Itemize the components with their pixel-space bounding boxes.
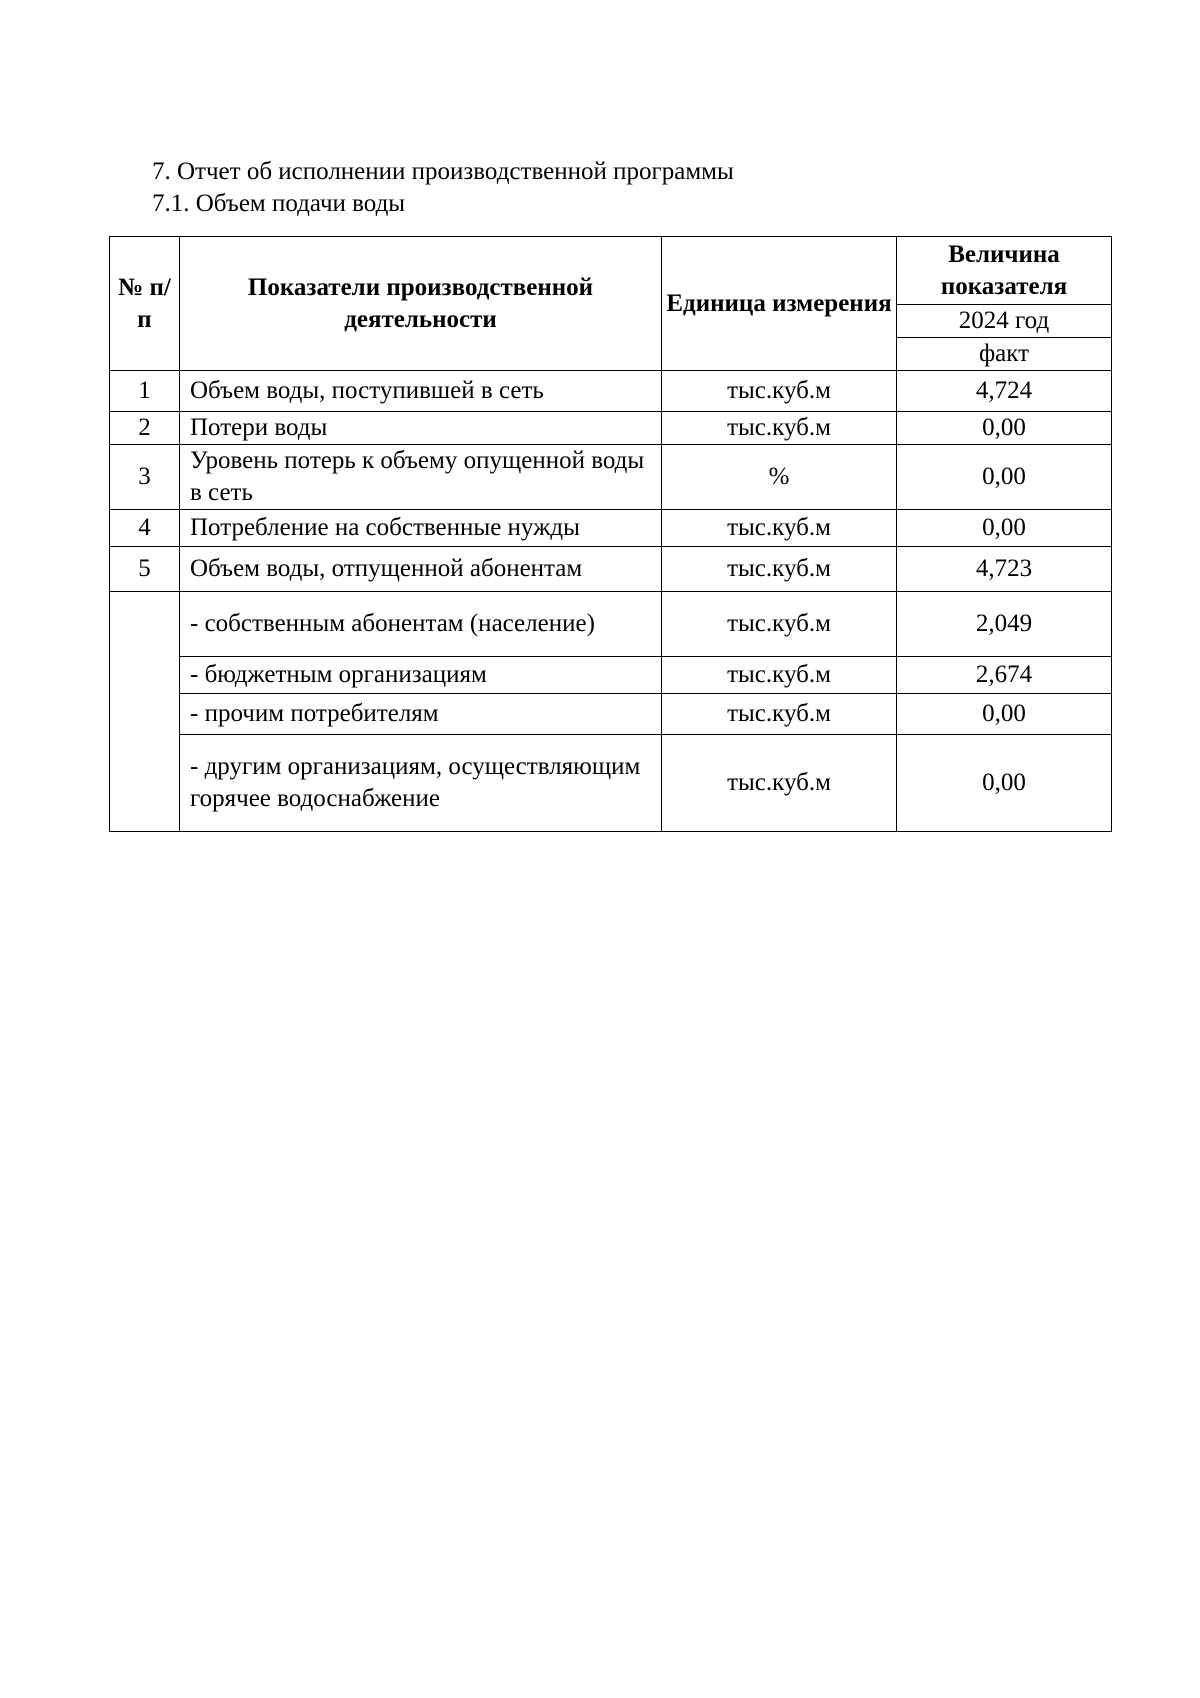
- header-fact: факт: [897, 338, 1112, 371]
- table-row: [110, 547, 1112, 592]
- table-subrow: [110, 694, 1112, 735]
- row-number: 3: [110, 445, 180, 510]
- row-number: 2: [110, 412, 180, 445]
- row-unit: %: [662, 445, 897, 510]
- row-indicator: Потери воды: [180, 412, 662, 445]
- row-indicator: Уровень потерь к объему опущенной воды в сеть: [180, 445, 662, 510]
- row-value: 4,723: [897, 547, 1112, 592]
- header-unit: Единица измерения: [662, 237, 897, 371]
- row-indicator: Объем воды, отпущенной абонентам: [180, 547, 662, 592]
- row-indicator: Объем воды, поступившей в сеть: [180, 371, 662, 412]
- row-unit: тыс.куб.м: [662, 371, 897, 412]
- row-value: 0,00: [897, 510, 1112, 547]
- row-number: 4: [110, 510, 180, 547]
- table-subrow: [110, 592, 1112, 657]
- section-title: 7. Отчет об исполнении производственной программы: [152, 158, 734, 185]
- header-year: 2024 год: [897, 305, 1112, 338]
- table-row: [110, 510, 1112, 547]
- subrow-value: 2,674: [897, 657, 1112, 694]
- row-value: 4,724: [897, 371, 1112, 412]
- subrow-number-empty: [110, 592, 180, 832]
- subrow-value: 2,049: [897, 592, 1112, 657]
- subsection-title: 7.1. Объем подачи воды: [152, 190, 406, 217]
- document-headings: [152, 156, 734, 220]
- table-header-row: [110, 237, 1112, 305]
- header-indicator: Показатели производственной деятельности: [180, 237, 662, 371]
- row-number: 5: [110, 547, 180, 592]
- row-number: 1: [110, 371, 180, 412]
- row-unit: тыс.куб.м: [662, 547, 897, 592]
- subrow-indicator: - прочим потребителям: [180, 694, 662, 735]
- subrow-indicator: - другим организациям, осуществляющим горячее водоснабжение: [180, 735, 662, 832]
- row-unit: тыс.куб.м: [662, 510, 897, 547]
- row-unit: тыс.куб.м: [662, 412, 897, 445]
- row-value: 0,00: [897, 445, 1112, 510]
- header-number: № п/п: [110, 237, 180, 371]
- header-value: Величина показателя: [897, 237, 1112, 305]
- subrow-unit: тыс.куб.м: [662, 735, 897, 832]
- subrow-indicator: - бюджетным организациям: [180, 657, 662, 694]
- subrow-unit: тыс.куб.м: [662, 694, 897, 735]
- production-program-table: [109, 236, 1112, 832]
- table-subrow: [110, 735, 1112, 832]
- table-row: [110, 412, 1112, 445]
- table-subrow: [110, 657, 1112, 694]
- table-row: [110, 371, 1112, 412]
- subrow-indicator: - собственным абонентам (население): [180, 592, 662, 657]
- subrow-unit: тыс.куб.м: [662, 592, 897, 657]
- subrow-unit: тыс.куб.м: [662, 657, 897, 694]
- subrow-value: 0,00: [897, 694, 1112, 735]
- subrow-value: 0,00: [897, 735, 1112, 832]
- row-value: 0,00: [897, 412, 1112, 445]
- row-indicator: Потребление на собственные нужды: [180, 510, 662, 547]
- table-row: [110, 445, 1112, 510]
